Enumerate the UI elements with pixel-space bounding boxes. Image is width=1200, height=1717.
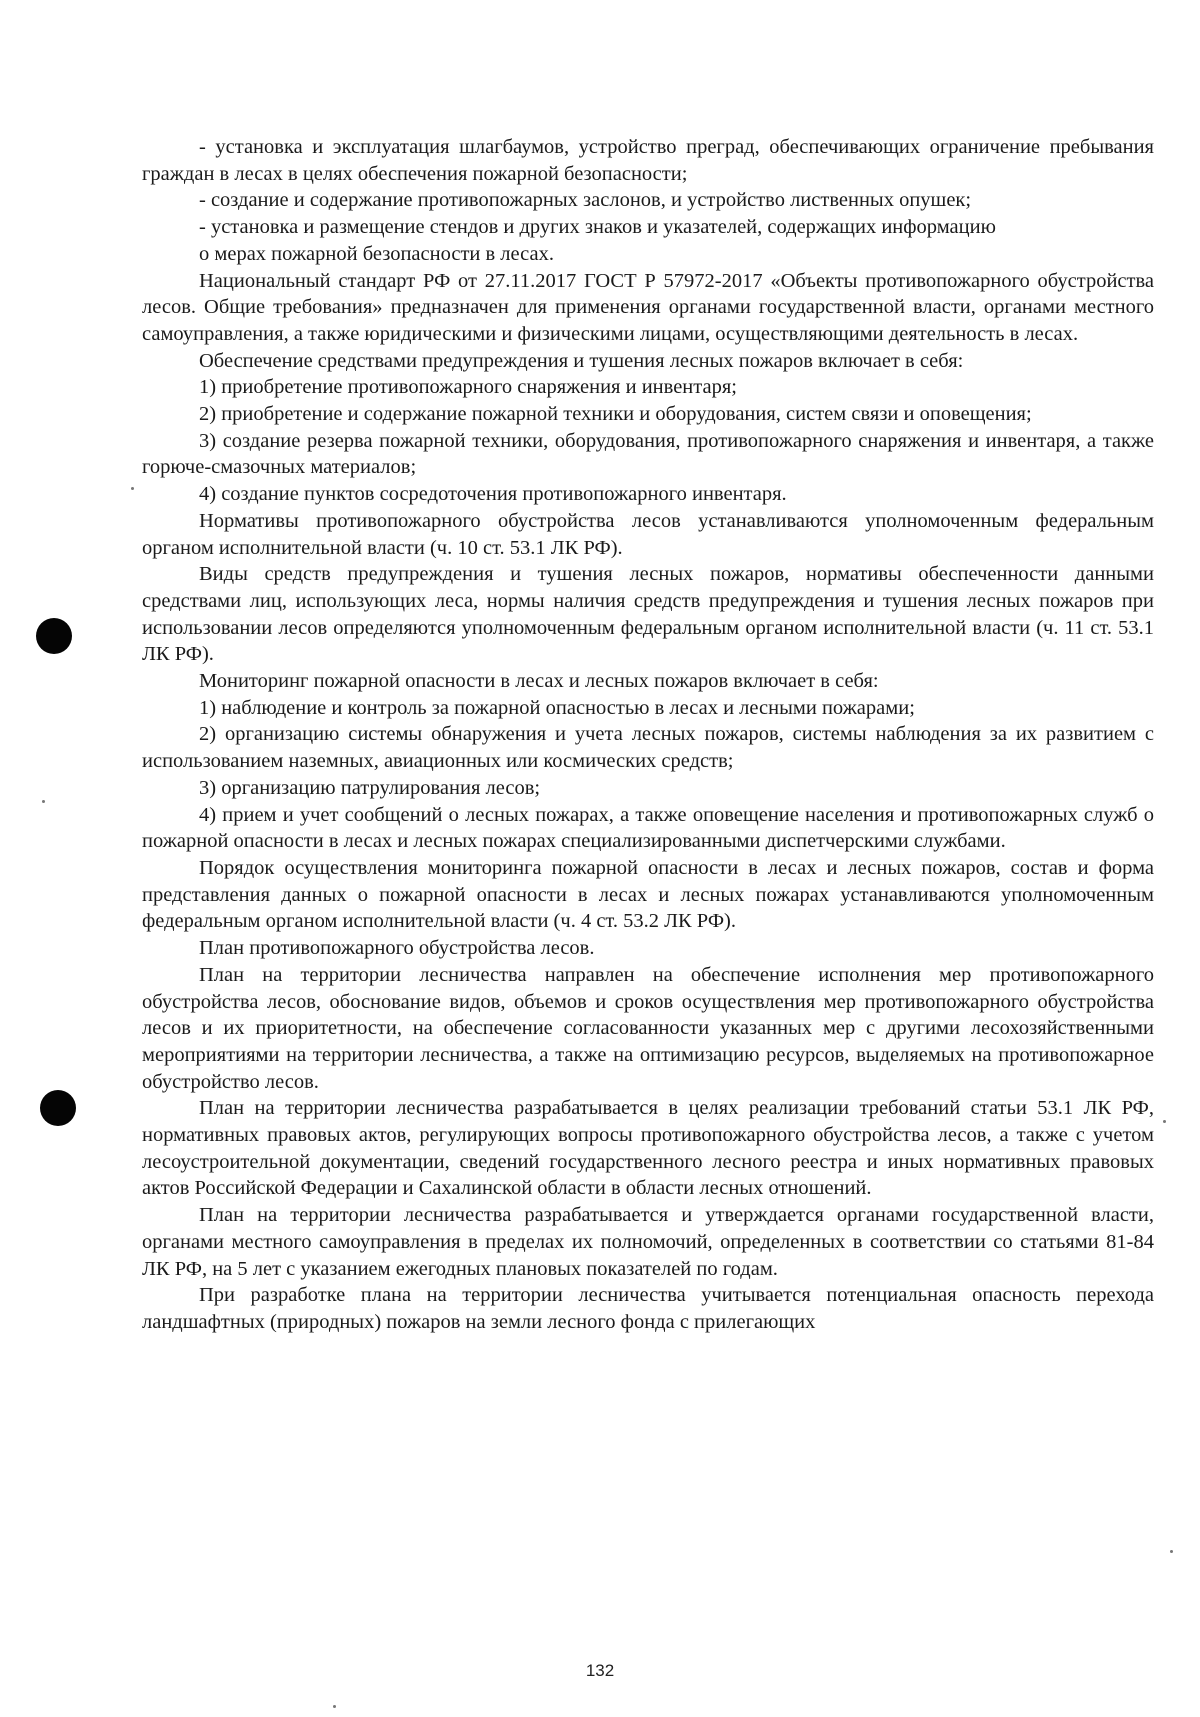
list-item: 4) создание пунктов сосредоточения противопожарного инвентаря. [199, 483, 787, 506]
page-number: 132 [585, 1661, 615, 1680]
scan-speck [1163, 1120, 1166, 1123]
scan-speck [1170, 1550, 1173, 1553]
paragraph: - установка и эксплуатация шлагбаумов, устройство преград, обеспечивающих ограничение пребывания граждан в лесах в целях обеспечения пожарной безопасности; [142, 136, 1154, 185]
list-item: 1) наблюдение и контроль за пожарной опасностью в лесах и лесными пожарами; [199, 696, 915, 719]
paragraph: Нормативы противопожарного обустройства лесов устанавливаются уполномоченным федеральным органом исполнительной власти (ч. 10 ст. 53.1 ЛК РФ). [142, 509, 1154, 559]
paragraph: о мерах пожарной безопасности в лесах. [199, 242, 554, 265]
paragraph: Мониторинг пожарной опасности в лесах и лесных пожаров включает в себя: [199, 670, 879, 693]
paragraph: - создание и содержание противопожарных заслонов, и устройство лиственных опушек; [199, 189, 972, 212]
document-body [142, 134, 1154, 1336]
list-item: 4) прием и учет сообщений о лесных пожарах, а также оповещение населения и противопожарных служб о пожарной опасности в лесах и лесных пожарах специализированными диспетчерскими службами. [142, 803, 1154, 853]
paragraph: - установка и размещение стендов и других знаков и указателей, содержащих информацию [199, 216, 996, 239]
list-item: 3) создание резерва пожарной техники, оборудования, противопожарного снаряжения и инвентаря, а также горюче-смазочных материалов; [142, 429, 1154, 479]
paragraph: Национальный стандарт РФ от 27.11.2017 ГОСТ Р 57972-2017 «Объекты противопожарного обустройства лесов. Общие требования» предназначен для применения органами государственной власти, органами местного самоуправления, а также юридическими и физическими лицами, осуществляющими деятельность в лесах. [142, 269, 1154, 345]
paragraph: При разработке плана на территории лесничества учитывается потенциальная опасность перехода ландшафтных (природных) пожаров на земли лесного фонда с прилегающих [142, 1284, 1154, 1333]
list-item: 2) организацию системы обнаружения и учета лесных пожаров, системы наблюдения за их развитием с использованием наземных, авиационных или космических средств; [142, 723, 1154, 773]
paragraph: План на территории лесничества разрабатывается и утверждается органами государственной власти, органами местного самоуправления в пределах их полномочий, определенных в соответствии со статьями 81-84 ЛК РФ, на 5 лет с указанием ежегодных плановых показателей по годам. [142, 1204, 1154, 1280]
paragraph: План на территории лесничества направлен на обеспечение исполнения мер противопожарного обустройства лесов, обоснование видов, объемов и сроков осуществления мер противопожарного обустройства лесов и их приоритетности, на обеспечение согласованности указанных мер с другими лесохозяйственными мероприятиями на территории лесничества, а также на оптимизацию ресурсов, выделяемых на противопожарное обустройство лесов. [142, 963, 1154, 1093]
punch-hole-top [36, 618, 72, 654]
paragraph: Порядок осуществления мониторинга пожарной опасности в лесах и лесных пожаров, состав и форма представления данных о пожарной опасности в лесах и лесных пожарах устанавливаются уполномоченным федеральным органом исполнительной власти (ч. 4 ст. 53.2 ЛК РФ). [142, 856, 1154, 933]
paragraph: Обеспечение средствами предупреждения и тушения лесных пожаров включает в себя: [199, 349, 964, 372]
section-heading: План противопожарного обустройства лесов. [199, 937, 595, 960]
list-item: 3) организацию патрулирования лесов; [199, 776, 541, 799]
punch-hole-bottom [40, 1090, 76, 1126]
scan-speck [131, 487, 134, 490]
paragraph: План на территории лесничества разрабатывается в целях реализации требований статьи 53.1 ЛК РФ, нормативных правовых актов, регулирующих вопросы противопожарного обустройства лесов, а также с учетом лесоустроительной документации, сведений государственного лесного реестра и иных нормативных правовых актов Российской Федерации и Сахалинской области в области лесных отношений. [142, 1097, 1154, 1200]
scan-speck [333, 1705, 336, 1708]
list-item: 1) приобретение противопожарного снаряжения и инвентаря; [199, 376, 737, 399]
paragraph: Виды средств предупреждения и тушения лесных пожаров, нормативы обеспеченности данными средствами лиц, использующих леса, нормы наличия средств предупреждения и тушения лесных пожаров при использовании лесов определяются уполномоченным федеральным органом исполнительной власти (ч. 11 ст. 53.1 ЛК РФ). [142, 563, 1154, 666]
scan-speck [42, 800, 45, 803]
list-item: 2) приобретение и содержание пожарной техники и оборудования, систем связи и оповещения; [199, 403, 1032, 426]
